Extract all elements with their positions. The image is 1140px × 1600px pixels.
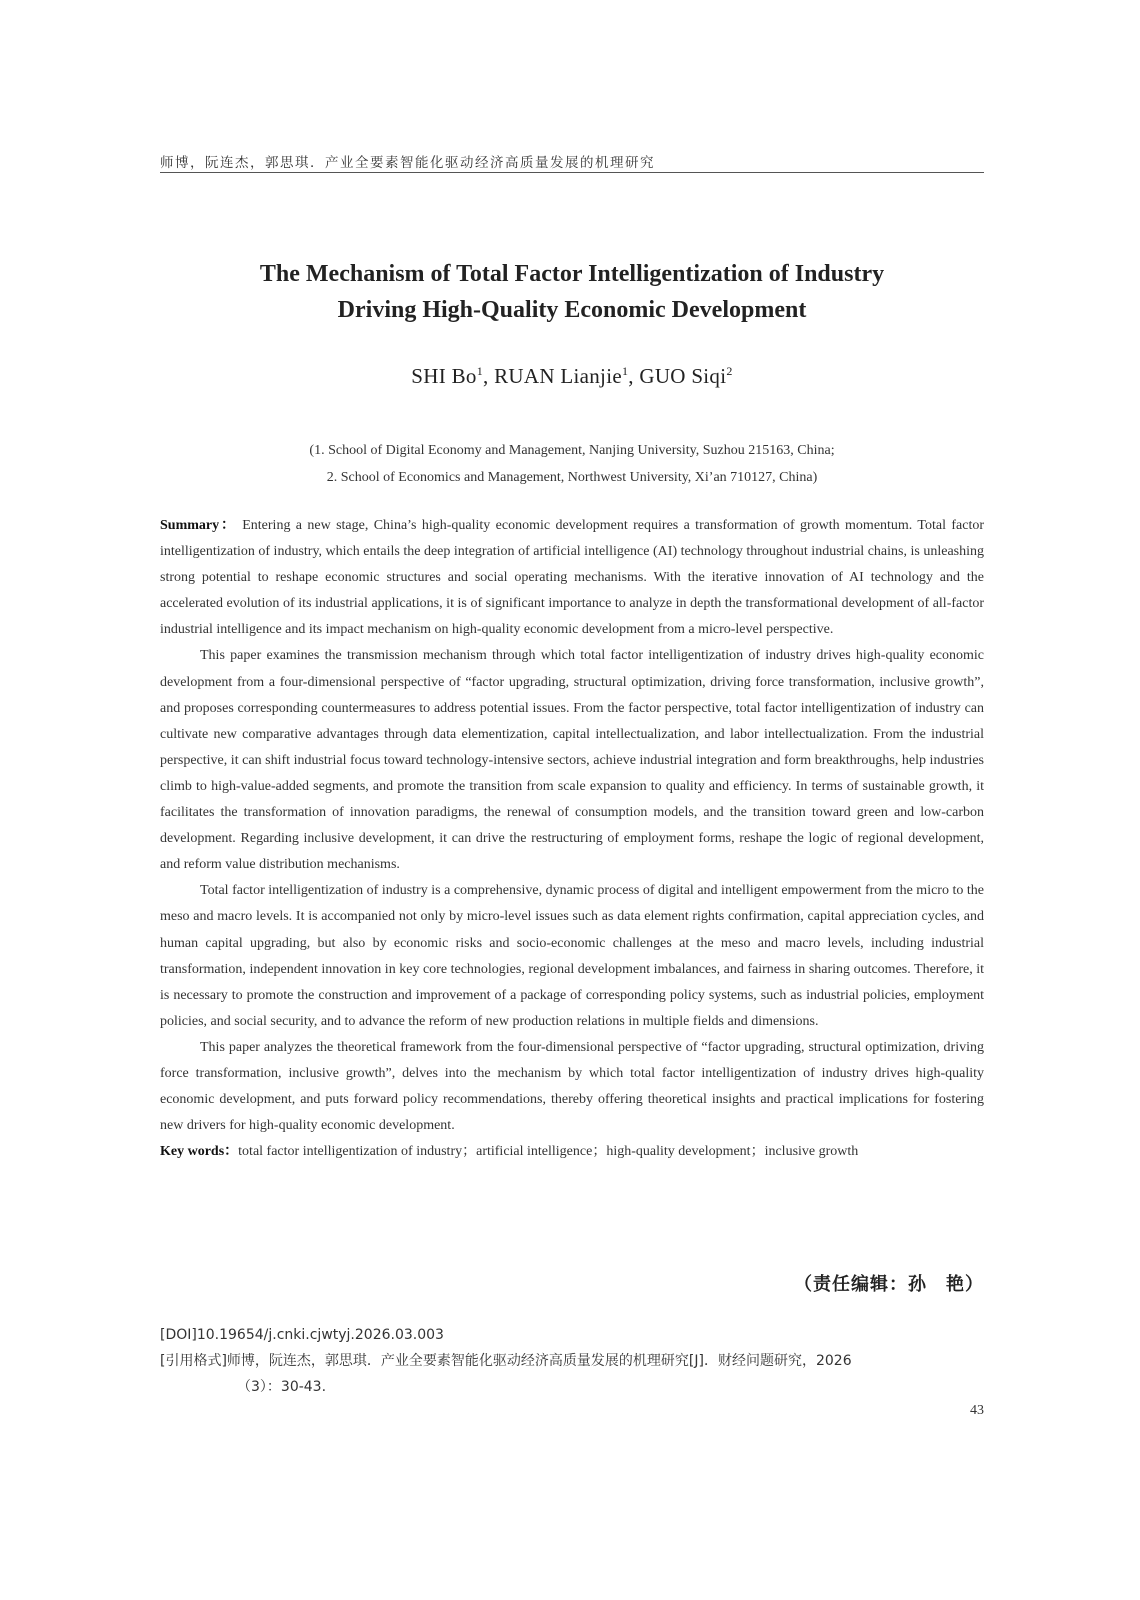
summary-paragraph: Total factor intelligentization of industry is a comprehensive, dynamic process of digital and intelligent empowerment from the micro to the meso and macro levels. It is accompanied not only by micro-level issues such as data element rights confirmation, capital appreciation cycles, and human capital upgrading, but also by economic risks and socio-economic challenges at the meso and macro levels, including industrial transformation, independent innovation in key core technologies, regional development imbalances, and fairness in sharing outcomes. Therefore, it is necessary to promote the construction and improvement of a package of corresponding policy systems, such as industrial policies, employment policies, and social security, and to advance the reform of new production relations in multiple fields and dimensions. — [160, 883, 984, 1029]
article-title — [160, 256, 984, 328]
reference-block — [160, 1322, 984, 1400]
author-affil-sup: 2 — [726, 364, 733, 378]
doi-line: [DOI]10.19654/j.cnki.cjwtyj.2026.03.003 — [160, 1327, 444, 1343]
summary-paragraph: This paper analyzes the theoretical framework from the four-dimensional perspective of “factor upgrading, structural optimization, driving force transformation, inclusive growth”, delves into the mechanism by which total factor intelligentization of industry drives high-quality economic development, and puts forward policy recommendations, thereby offering theoretical insights and practical implications for fostering new drivers for high-quality economic development. — [160, 1039, 984, 1134]
keywords-text: total factor intelligentization of industry；artificial intelligence；high-quality development；inclusive growth — [238, 1144, 859, 1160]
header-rule — [160, 172, 984, 173]
running-header: 师博，阮连杰，郭思琪．产业全要素智能化驱动经济高质量发展的机理研究 — [160, 155, 655, 171]
author-affil-sup: 1 — [621, 364, 629, 378]
title-line-2: Driving High-Quality Economic Development — [337, 297, 807, 323]
page-number: 43 — [970, 1403, 984, 1418]
author-sep: , — [628, 364, 640, 388]
citation-line: [引用格式]师博，阮连杰，郭思琪．产业全要素智能化驱动经济高质量发展的机理研究[J]．财经问题研究，2026 — [160, 1353, 852, 1369]
affiliation-1: (1. School of Digital Economy and Management, Nanjing University, Suzhou 215163, China; — [309, 443, 835, 458]
summary-label: Summary： — [160, 518, 237, 533]
summary-paragraph — [160, 513, 984, 643]
summary-paragraph: This paper examines the transmission mechanism through which total factor intelligentization of industry drives high-quality economic development from a four-dimensional perspective of “factor upgrading, structural optimization, driving force transformation, inclusive growth”, and proposes corresponding countermeasures to address potential issues. From the factor perspective, total factor intelligentization of industry can cultivate new comparative advantages through data elementization, capital intellectualization, and labor intellectualization. From the industrial perspective, it can shift industrial focus toward technology-intensive sectors, achieve industrial integration and form breakthroughs, help industries climb to high-value-added segments, and promote the transition from scale expansion to quality and efficiency. In terms of sustainable growth, it facilitates the transformation of innovation paradigms, the renewal of consumption models, and the transition toward green and low-carbon development. Regarding inclusive development, it can drive the restructuring of employment forms, reshape the logic of regional development, and reform value distribution mechanisms. — [160, 648, 984, 873]
author-name: SHI Bo — [411, 364, 477, 388]
keywords-paragraph — [160, 1139, 984, 1165]
summary-text-1: Entering a new stage, China’s high-quality economic development requires a transformation of growth momentum. Total factor intelligentization of industry, which entails the deep integration of artificial intelligence (AI) technology throughout industrial chains, is unleashing strong potential to reshape economic structures and social operating mechanisms. With the iterative innovation of AI technology and the accelerated evolution of its industrial applications, it is of significant importance to analyze in depth the transformational development of all-factor industrial intelligence and its impact mechanism on high-quality economic development from a micro-level perspective. — [160, 518, 985, 638]
responsible-editor: （责任编辑：孙 艳） — [794, 1274, 984, 1295]
affiliation-2: 2. School of Economics and Management, Northwest University, Xi’an 710127, China) — [326, 470, 818, 485]
affiliations — [160, 437, 984, 491]
title-line-1: The Mechanism of Total Factor Intelligentization of Industry — [259, 261, 885, 287]
author-name: RUAN Lianjie — [494, 364, 622, 388]
author-name: GUO Siqi — [639, 364, 727, 388]
keywords-label: Key words： — [160, 1144, 239, 1160]
author-list — [160, 364, 984, 389]
author-affil-sup: 1 — [476, 364, 484, 378]
citation-continuation: （3）：30-43. — [237, 1379, 327, 1395]
abstract-body — [160, 513, 984, 1165]
author-sep: , — [483, 364, 495, 388]
